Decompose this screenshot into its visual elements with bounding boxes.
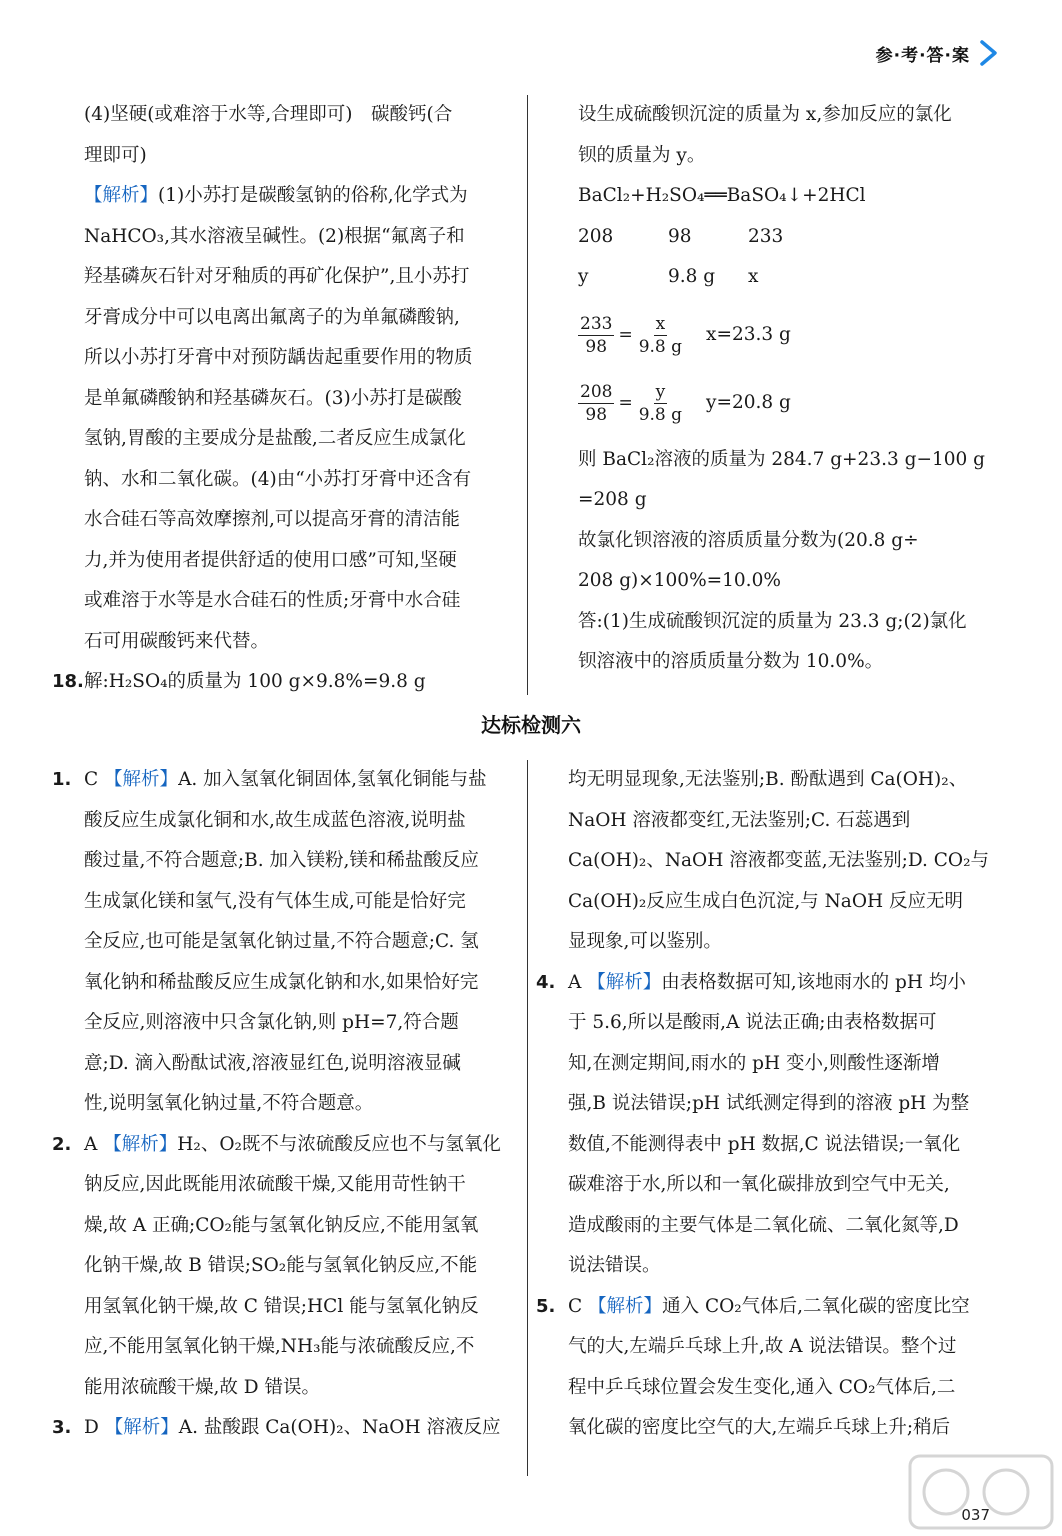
fraction-denominator: 98: [585, 405, 608, 425]
unknown-value: y: [578, 266, 589, 287]
fraction-denominator: 9.8 g: [638, 405, 683, 425]
answer-letter: C: [84, 769, 99, 790]
explanation-line: 是单氟磷酸钠和羟基磷灰石。(3)小苏打是碳酸: [84, 387, 462, 409]
explanation-line: 牙膏成分中可以电离出氟离子的为单氟磷酸钠,: [84, 306, 460, 328]
explanation-tag: 【解析】: [103, 1133, 178, 1155]
question-number: 1.: [52, 769, 72, 790]
explanation-line: Ca(OH)₂、NaOH 溶液都变蓝,无法鉴别;D. CO₂与: [568, 850, 990, 871]
explanation-line: 或难溶于水等是水合硅石的性质;牙膏中水合硅: [84, 590, 461, 611]
fraction-denominator: 9.8 g: [638, 337, 683, 357]
explanation-line: 于 5.6,所以是酸雨,A 说法正确;由表格数据可: [568, 1012, 937, 1033]
explanation-tag: 【解析】: [588, 1295, 663, 1317]
explanation-line: 强,B 说法错误;pH 试纸测定得到的溶液 pH 为整: [568, 1093, 970, 1114]
explanation-line: 应,不能用氢氧化钠干燥,NH₃能与浓硫酸反应,不: [84, 1336, 475, 1357]
explanation-line: 钠、水和二氧化碳。(4)由“小苏打牙膏中还含有: [84, 468, 472, 490]
explanation-line: 均无明显现象,无法鉴别;B. 酚酞遇到 Ca(OH)₂、: [568, 769, 968, 790]
proportion-result: y=20.8 g: [706, 392, 791, 414]
chemical-equation: BaCl₂+H₂SO₄══BaSO₄↓+2HCl: [578, 185, 866, 206]
answer-letter: D: [84, 1417, 99, 1438]
explanation-line: A. 加入氢氧化铜固体,氢氧化铜能与盐: [178, 769, 487, 790]
explanation-line: (1)小苏打是碳酸氢钠的俗称,化学式为: [158, 185, 468, 206]
explanation-line: 燥,故 A 正确;CO₂能与氢氧化钠反应,不能用氢氧: [84, 1214, 479, 1236]
molar-mass: 233: [748, 225, 784, 247]
solution-line: 答:(1)生成硫酸钡沉淀的质量为 23.3 g;(2)氯化: [578, 610, 967, 632]
explanation-line: 由表格数据可知,该地雨水的 pH 均小: [661, 971, 966, 993]
explanation-tag: 【解析】: [84, 185, 159, 206]
question-text: 解:H₂SO₄的质量为 100 g×9.8%=9.8 g: [84, 671, 426, 692]
solution-line: 故氯化钡溶液的溶质质量分数为(20.8 g÷: [578, 529, 919, 551]
top-right-column: [578, 95, 1003, 683]
explanation-line: 羟基磷灰石针对牙釉质的再矿化保护”,且小苏打: [84, 266, 470, 287]
explanation-line: 生成氯化镁和氢气,没有气体生成,可能是恰好完: [84, 890, 466, 912]
question-number: 18.: [52, 671, 84, 692]
explanation-line: H₂、O₂既不与浓硫酸反应也不与氢氧化: [177, 1133, 501, 1155]
question-number: 2.: [52, 1133, 72, 1155]
bottom-left-column: [52, 760, 509, 1449]
solution-line: 208 g)×100%=10.0%: [578, 570, 781, 591]
explanation-line: 能用浓硫酸干燥,故 D 错误。: [84, 1376, 320, 1398]
explanation-line: 酸过量,不符合题意;B. 加入镁粉,镁和稀盐酸反应: [84, 850, 479, 871]
page-header: [876, 38, 1000, 68]
explanation-line: 力,并为使用者提供舒适的使用口感”可知,坚硬: [84, 549, 457, 571]
question-5: [536, 1287, 1003, 1449]
fraction: [637, 381, 684, 426]
explanation-line: 氧化钠和稀盐酸反应生成氯化钠和水,如果恰好完: [84, 971, 479, 993]
explanation-line: 化钠干燥,故 B 错误;SO₂能与氢氧化钠反应,不能: [84, 1255, 478, 1276]
proportion-equation-1: $\frac{233}{98}$ = $\frac{x}{9.8 g}$ x=23.3 g: [580, 314, 791, 357]
section-title: 达标检测六: [481, 713, 581, 737]
molar-mass-row: [578, 217, 1003, 258]
question-number: 4.: [536, 971, 556, 993]
fraction-numerator: y: [655, 382, 666, 402]
question-2: [52, 1125, 509, 1409]
unknown-value: 9.8 g: [668, 266, 716, 287]
question-number: 3.: [52, 1417, 72, 1438]
explanation-tag: 【解析】: [104, 1417, 179, 1438]
explanation-line: 碳难溶于水,所以和一氧化碳排放到空气中无关,: [568, 1174, 950, 1195]
explanation-line: 钠反应,因此既能用浓硫酸干燥,又能用苛性钠干: [84, 1174, 466, 1195]
proportion-equation-2: $\frac{208}{98}$ = $\frac{y}{9.8 g}$ y=20.8 g: [580, 382, 791, 425]
explanation-block: [84, 176, 509, 662]
explanation-line: Ca(OH)₂反应生成白色沉淀,与 NaOH 反应无明: [568, 890, 963, 912]
explanation-line: 水合硅石等高效摩擦剂,可以提高牙膏的清洁能: [84, 509, 460, 530]
molar-mass: 208: [578, 225, 614, 247]
explanation-line: 通入 CO₂气体后,二氧化碳的密度比空: [662, 1295, 970, 1317]
explanation-line: 显现象,可以鉴别。: [568, 931, 722, 952]
explanation-line: 氧化碳的密度比空气的大,左端乒乓球上升;稍后: [568, 1417, 951, 1438]
column-divider-bottom: [527, 760, 528, 1476]
answer-letter: A: [568, 971, 582, 993]
question-18: [52, 662, 509, 703]
unknown-value: x: [748, 266, 759, 287]
explanation-line: 造成酸雨的主要气体是二氧化硫、二氧化氮等,D: [568, 1214, 959, 1236]
fraction: [578, 381, 614, 426]
explanation-tag: 【解析】: [587, 971, 662, 993]
solution-line: 钡溶液中的溶质质量分数为 10.0%。: [578, 651, 884, 672]
explanation-line: 性,说明氢氧化钠过量,不符合题意。: [84, 1093, 374, 1114]
explanation-line: 程中乒乓球位置会发生变化,通入 CO₂气体后,二: [568, 1376, 956, 1398]
explanation-line: NaOH 溶液都变红,无法鉴别;C. 石蕊遇到: [568, 809, 911, 831]
question-3-continued: [568, 760, 1003, 963]
top-left-column: [52, 95, 509, 703]
question-number: 5.: [536, 1295, 556, 1317]
molar-mass: 98: [668, 225, 692, 247]
solution-line: 设生成硫酸钡沉淀的质量为 x,参加反应的氯化: [578, 104, 952, 125]
fraction: [637, 313, 684, 358]
question-3: [52, 1408, 509, 1449]
explanation-line: 全反应,则溶液中只含氯化钠,则 pH=7,符合题: [84, 1012, 459, 1033]
explanation-line: NaHCO₃,其水溶液呈碱性。(2)根据“氟离子和: [84, 225, 465, 247]
fraction-numerator: x: [655, 314, 666, 334]
fraction: [578, 313, 614, 358]
unknown-row: [578, 257, 1003, 298]
column-divider-top: [527, 95, 528, 695]
explanation-line: 酸反应生成氯化铜和水,故生成蓝色溶液,说明盐: [84, 809, 466, 831]
fraction-denominator: 98: [585, 337, 608, 357]
answer-letter: A: [84, 1133, 98, 1155]
explanation-line: 全反应,也可能是氢氧化钠过量,不符合题意;C. 氢: [84, 931, 479, 952]
bottom-right-column: [536, 760, 1003, 1449]
explanation-line: 氢钠,胃酸的主要成分是盐酸,二者反应生成氯化: [84, 428, 466, 449]
explanation-line: 说法错误。: [568, 1255, 661, 1276]
explanation-line: 知,在测定期间,雨水的 pH 变小,则酸性逐渐增: [568, 1052, 940, 1074]
page-number: 037: [961, 1506, 990, 1524]
explanation-line: 用氢氧化钠干燥,故 C 错误;HCl 能与氢氧化钠反: [84, 1295, 479, 1317]
explanation-line: 数值,不能测得表中 pH 数据,C 说法错误;一氧化: [568, 1133, 961, 1155]
explanation-line: A. 盐酸跟 Ca(OH)₂、NaOH 溶液反应: [178, 1417, 501, 1438]
question-4: [536, 963, 1003, 1287]
explanation-line: 气的大,左端乒乓球上升,故 A 说法错误。整个过: [568, 1336, 957, 1357]
solution-line: 则 BaCl₂溶液的质量为 284.7 g+23.3 g−100 g: [578, 448, 986, 470]
explanation-line: 所以小苏打牙膏中对预防龋齿起重要作用的物质: [84, 347, 473, 368]
question-1: [52, 760, 509, 1125]
fraction-numerator: 233: [580, 314, 613, 334]
explanation-line: 意;D. 滴入酚酞试液,溶液显红色,说明溶液显碱: [84, 1052, 461, 1074]
fraction-numerator: 208: [580, 382, 613, 402]
solution-line: =208 g: [578, 489, 647, 510]
chevron-right-icon: [978, 39, 1000, 67]
solution-line: 钡的质量为 y。: [578, 144, 706, 166]
header-label: 参·考·答·案: [875, 45, 970, 66]
explanation-tag: 【解析】: [104, 769, 179, 790]
answer-letter: C: [568, 1295, 583, 1317]
answer-line: 理即可): [84, 144, 147, 166]
explanation-line: 石可用碳酸钙来代替。: [84, 630, 270, 652]
proportion-result: x=23.3 g: [706, 324, 791, 346]
answer-line: (4)坚硬(或难溶于水等,合理即可) 碳酸钙(合: [84, 104, 453, 125]
